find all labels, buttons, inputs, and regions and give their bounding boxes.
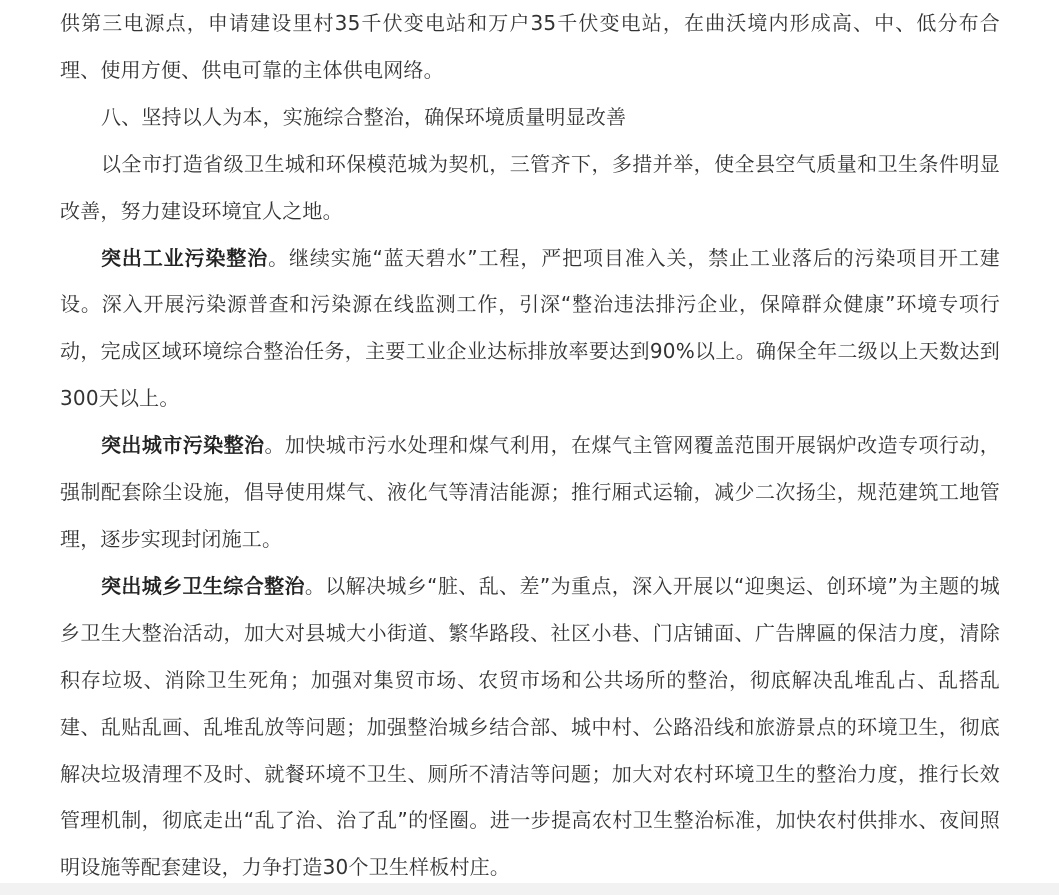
paragraph-urban-pollution (60, 422, 1000, 563)
industrial-pollution-text: 。继续实施“蓝天碧水”工程，严把项目准入关，禁止工业落后的污染项目开工建设。深入开展污染源普查和污染源在线监测工作，引深“整治违法排污企业，保障群众健康”环境专项行动，完成区域环境综合整治任务，主要工业企业达标排放率要达到90%以上。确保全年二级以上天数达到300天以上。 (60, 245, 1000, 411)
paragraph-environment-intro: 以全市打造省级卫生城和环保模范城为契机，三管齐下，多措并举，使全县空气质量和卫生条件明显改善，努力建设环境宜人之地。 (60, 151, 1000, 223)
paragraph-power-grid: 供第三电源点，申请建设里村35千伏变电站和万户35千伏变电站，在曲沃境内形成高、中、低分布合理、使用方便、供电可靠的主体供电网络。 (60, 11, 1000, 82)
urban-pollution-title: 突出城市污染整治 (101, 433, 265, 458)
urban-rural-sanitation-text: 。以解决城乡“脏、乱、差”为重点，深入开展以“迎奥运、创环境”为主题的城乡卫生大整治活动，加大对县城大小街道、繁华路段、社区小巷、门店铺面、广告牌匾的保洁力度，清除积存垃圾、消除卫生死角；加强对集贸市场、农贸市场和公共场所的整治，彻底解决乱堆乱占、乱搭乱建、乱贴乱画、乱堆乱放等问题；加强整治城乡结合部、城中村、公路沿线和旅游景点的环境卫生，彻底解决垃圾清理不及时、就餐环境不卫生、厕所不清洁等问题；加大对农村环境卫生的整治力度，推行长效管理机制，彻底走出“乱了治、治了乱”的怪圈。进一步提高农村卫生整治标准，加快农村供排水、夜间照明设施等配套建设，力争打造30个卫生样板村庄。 (60, 573, 1000, 880)
paragraph-industrial-pollution (60, 235, 1000, 423)
section-heading-eight: 八、坚持以人为本，实施综合整治，确保环境质量明显改善 (101, 104, 627, 129)
urban-pollution-text: 。加快城市污水处理和煤气利用，在煤气主管网覆盖范围开展锅炉改造专项行动，强制配套除尘设施，倡导使用煤气、液化气等清洁能源；推行厢式运输，减少二次扬尘，规范建筑工地管理，逐步实现封闭施工。 (60, 433, 1000, 551)
industrial-pollution-title: 突出工业污染整治 (101, 245, 269, 270)
paragraph-urban-rural-sanitation (60, 563, 1000, 891)
bottom-divider-band (0, 883, 1059, 895)
urban-rural-sanitation-title: 突出城乡卫生综合整治 (101, 573, 305, 598)
